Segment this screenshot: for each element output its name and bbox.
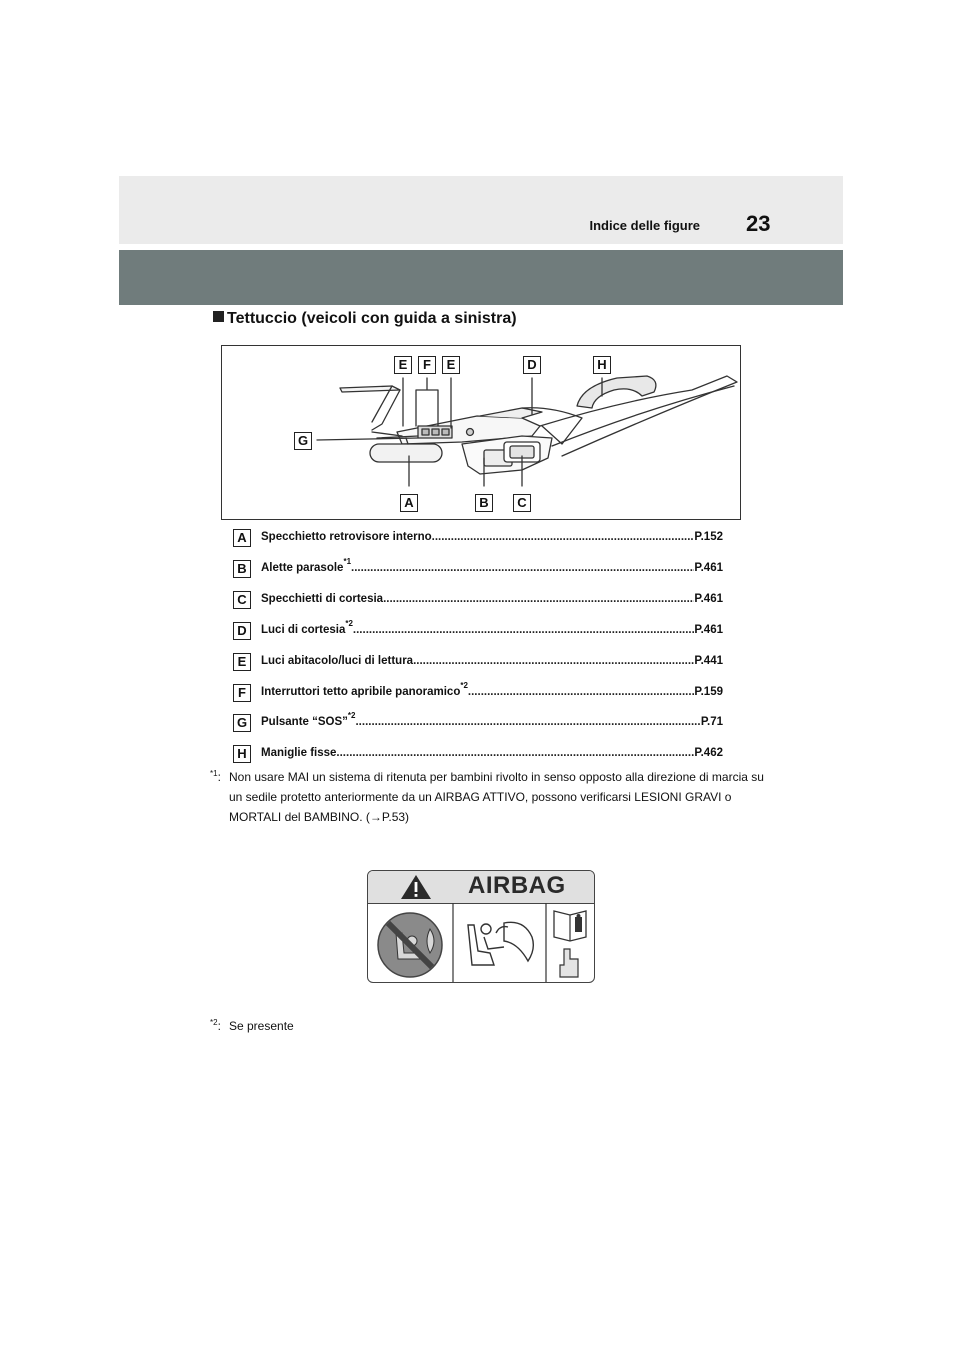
item-text: Maniglie fisse: [261, 747, 337, 759]
list-item: [233, 711, 723, 734]
figure-label-c: C: [513, 494, 531, 512]
item-sup: *1: [343, 557, 352, 566]
list-item: [233, 529, 723, 549]
footnote-1-text: Non usare MAI un sistema di ritenuta per bambini rivolto in senso opposto alla direzione di marcia su un sedile protetto anteriormente da un AIRBAG ATTIVO, possono verificarsi LESIONI GRAVI o MORTALI del BAMBINO. (→P.53): [229, 770, 764, 824]
figure-label-a: A: [400, 494, 418, 512]
item-page-ref: P.441: [694, 655, 723, 667]
item-sup: *2: [347, 711, 356, 720]
item-sup: *2: [460, 681, 468, 690]
item-text: Specchietto retrovisore interno: [261, 531, 432, 543]
item-page-ref: P.71: [700, 716, 723, 728]
item-letter: D: [233, 622, 251, 640]
item-page-ref: P.152: [694, 531, 723, 543]
item-page-ref: P.461: [694, 624, 723, 636]
heading-square-icon: [213, 311, 224, 322]
item-text: Luci di cortesia: [261, 624, 346, 636]
list-item: [233, 591, 723, 611]
item-letter: F: [233, 684, 251, 702]
item-page-ref: P.462: [694, 747, 723, 759]
figure-label-e2: E: [442, 356, 460, 374]
item-text: Specchietti di cortesia: [261, 593, 384, 605]
item-letter: A: [233, 529, 251, 547]
footnote-1: $^{*1}$: Non usare MAI un sistema di ritenuta per bambini rivolto in senso opposto alla direzione di marcia su un sedile protetto anteriormente da un AIRBAG ATTIVO, possono verificarsi LESIONI GRAVI o MORTALI del BAMBINO. (→P.53): [210, 767, 769, 827]
item-page-ref: P.461: [694, 562, 723, 574]
list-item: [233, 745, 723, 765]
figure-label-e1: E: [394, 356, 412, 374]
item-sup: *2: [345, 619, 353, 628]
warning-triangle-icon: [398, 872, 434, 902]
item-page-ref: P.461: [694, 593, 723, 605]
list-item: [233, 653, 723, 673]
list-item: [233, 619, 723, 642]
airbag-title: AIRBAG: [468, 872, 566, 899]
list-item: [233, 681, 723, 704]
section-heading: [213, 310, 517, 328]
section-title: Indice delle figure: [589, 218, 700, 233]
figure-label-f: F: [418, 356, 436, 374]
header-dark-band: [119, 250, 843, 305]
airbag-warning-label: [367, 870, 595, 983]
footnote-1-mark: *1: [210, 769, 218, 778]
item-letter: C: [233, 591, 251, 609]
owners-manual-icon: [554, 911, 586, 977]
figure-label-h: H: [593, 356, 611, 374]
item-text: Luci abitacolo/luci di lettura: [261, 655, 414, 667]
roof-figure: [221, 345, 741, 520]
item-letter: B: [233, 560, 251, 578]
item-letter: G: [233, 714, 251, 732]
item-text: Pulsante “SOS”: [261, 716, 348, 728]
page-number: 23: [746, 211, 771, 236]
item-text: Interruttori tetto apribile panoramico: [261, 686, 461, 698]
figure-label-d: D: [523, 356, 541, 374]
item-text: Alette parasole: [261, 562, 344, 574]
no-rear-facing-child-seat-icon: [378, 913, 442, 977]
item-letter: E: [233, 653, 251, 671]
item-page-ref: P.159: [694, 686, 723, 698]
header-band: [119, 176, 843, 244]
section-heading-text: Tettuccio (veicoli con guida a sinistra): [227, 310, 517, 327]
item-letter: H: [233, 745, 251, 763]
figure-label-g: G: [294, 432, 312, 450]
footnote-2-mark: *2: [210, 1018, 218, 1027]
footnote-2-text: Se presente: [229, 1019, 294, 1033]
airbag-deploy-icon: [468, 922, 533, 965]
list-item: [233, 557, 723, 580]
figure-label-b: B: [475, 494, 493, 512]
footnote-2: $^{*2}$: Se presente: [210, 1016, 769, 1036]
